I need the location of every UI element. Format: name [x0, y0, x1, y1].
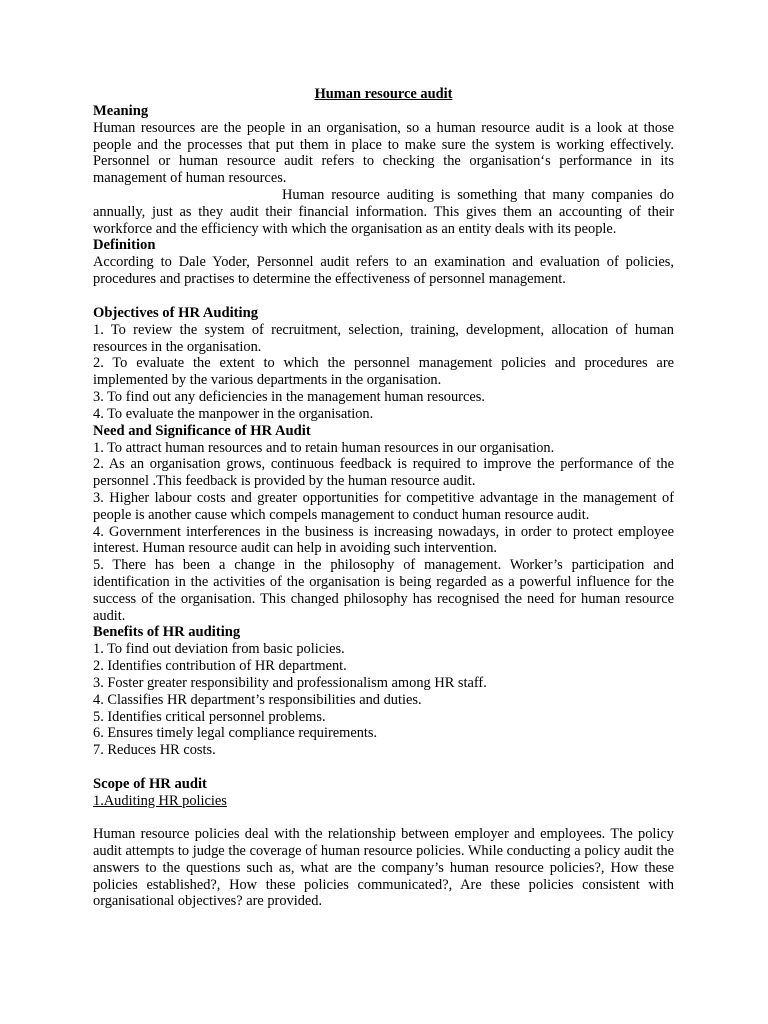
list-item: 1. To find out deviation from basic policies. [93, 641, 345, 658]
meaning-heading: Meaning [93, 102, 149, 119]
list-item: 2. Identifies contribution of HR department. [93, 658, 347, 675]
list-item: 6. Ensures timely legal compliance requirements. [93, 725, 378, 742]
scope-heading: Scope of HR audit [93, 775, 207, 792]
benefits-list [93, 641, 674, 759]
list-item: 1. To attract human resources and to retain human resources in our organisation. [93, 439, 555, 456]
scope-paragraph: Human resource policies deal with the relationship between employer and employees. The policy audit attempts to judge the coverage of human resource policies. While conducting a policy audit the answers to the questions such as, what are the company’s human resource policies?, How these policies established?, How these policies communicated?, Are these policies consistent with organisational objectives? are provided. [93, 826, 674, 910]
list-item: 3. Foster greater responsibility and professionalism among HR staff. [93, 674, 487, 691]
list-item: 5. There has been a change in the philosophy of management. Worker’s participation and identification in the activities of the organisation is being regarded as a powerful influence for the success of the organisation. This changed philosophy has recognised the need for human resource audit. [93, 557, 674, 624]
list-item: 7. Reduces HR costs. [93, 742, 216, 759]
list-item: 4. Government interferences in the business is increasing nowadays, in order to protect employee interest. Human resource audit can help in avoiding such intervention. [93, 523, 674, 557]
meaning-paragraph-2: Human resource auditing is something that many companies do annually, just as they audit their financial information. This gives them an accounting of their workforce and the efficiency with which the organisation as an entity deals with its people. [93, 186, 674, 237]
scope-subheading: 1.Auditing HR policies [93, 792, 227, 809]
definition-paragraph: According to Dale Yoder, Personnel audit refers to an examination and evaluation of policies, procedures and practises to determine the effectiveness of personnel management. [93, 254, 674, 288]
spacer [93, 759, 674, 776]
list-item: 4. Classifies HR department’s responsibilities and duties. [93, 691, 422, 708]
meaning-paragraph-1: Human resources are the people in an organisation, so a human resource audit is a look at those people and the processes that put them in place to make sure the system is working effectively. Personnel or human resource audit refers to checking the organisation‘s performance in its management of human resources. [93, 119, 674, 187]
objectives-heading: Objectives of HR Auditing [93, 304, 258, 321]
list-item: 2. To evaluate the extent to which the personnel management policies and procedures are implemented by the various departments in the organisation. [93, 355, 674, 389]
list-item: 3. Higher labour costs and greater opportunities for competitive advantage in the management of people is another cause which compels management to conduct human resource audit. [93, 489, 674, 523]
list-item: 4. To evaluate the manpower in the organisation. [93, 405, 374, 422]
spacer [93, 809, 674, 826]
list-item: 5. Identifies critical personnel problems. [93, 708, 326, 725]
need-heading: Need and Significance of HR Audit [93, 422, 311, 439]
need-list [93, 440, 674, 625]
document-title: Human resource audit [314, 86, 453, 102]
list-item: 2. As an organisation grows, continuous feedback is required to improve the performance of the personnel .This feedback is provided by the human resource audit. [93, 456, 674, 490]
list-item: 3. To find out any deficiencies in the management human resources. [93, 388, 485, 405]
spacer [93, 288, 674, 305]
objectives-list [93, 322, 674, 423]
benefits-heading: Benefits of HR auditing [93, 624, 241, 641]
list-item: 1. To review the system of recruitment, selection, training, development, allocation of human resources in the organisation. [93, 321, 674, 355]
definition-heading: Definition [93, 237, 156, 254]
